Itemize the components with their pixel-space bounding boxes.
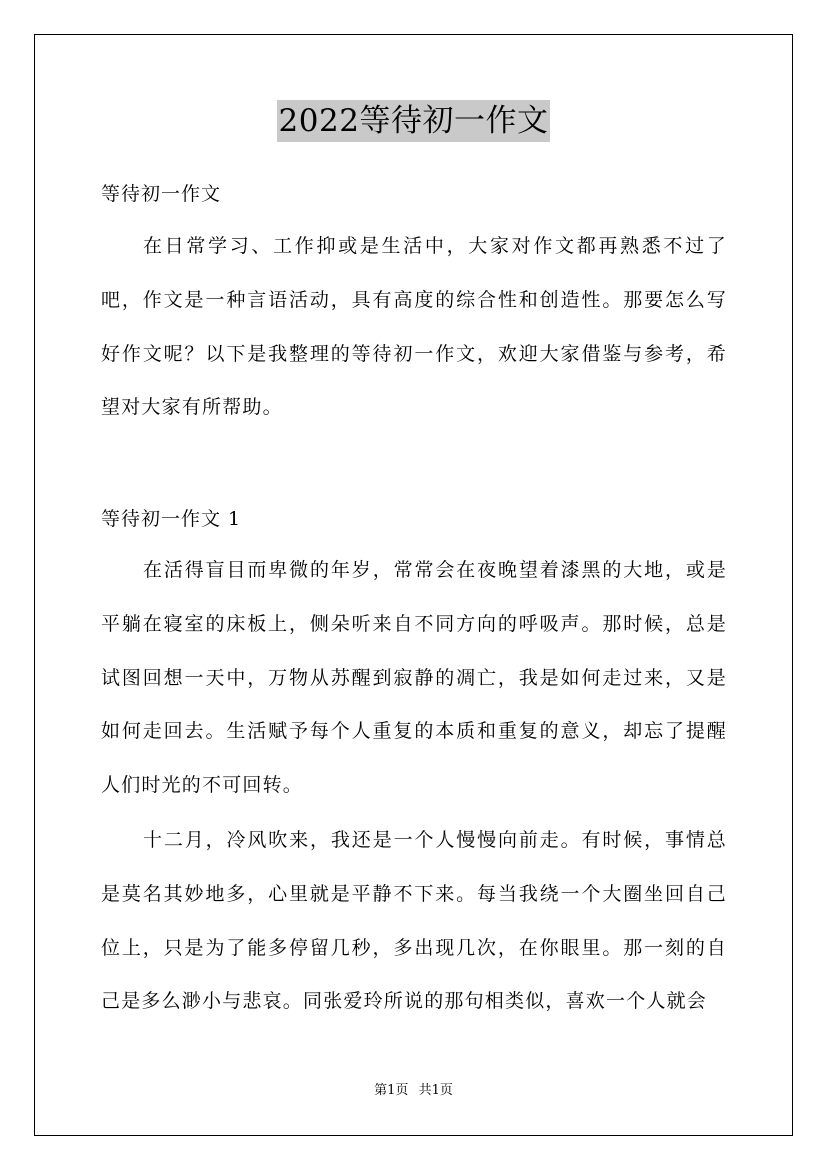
title-container [0,100,827,142]
page-total: 共1页 [418,1083,453,1098]
essay-paragraph-2: 十二月，冷风吹来，我还是一个人慢慢向前走。有时候，事情总是莫名其妙地多，心里就是平静不下来。每当我绕一个大圈坐回自己位上，只是为了能多停留几秒，多出现几次，在你眼里。那一刻的自己是多么渺小与悲哀。同张爱玲所说的那句相类似，喜欢一个人就会 [101,829,727,1013]
document-title: 2022等待初一作文 [277,100,551,142]
page-footer [0,1083,827,1099]
section-heading-intro: 等待初一作文 [101,183,222,205]
intro-paragraph: 在日常学习、工作抑或是生活中，大家对作文都再熟悉不过了吧，作文是一种言语活动，具有高度的综合性和创造性。那要怎么写好作文呢？以下是我整理的等待初一作文，欢迎大家借鉴与参考，希望对大家有所帮助。 [101,235,727,419]
page-number: 第1页 [374,1083,409,1098]
essay-paragraph-1: 在活得盲目而卑微的年岁，常常会在夜晚望着漆黑的大地，或是平躺在寝室的床板上，侧朵听来自不同方向的呼吸声。那时候，总是试图回想一天中，万物从苏醒到寂静的凋亡，我是如何走过来，又是如何走回去。生活赋予每个人重复的本质和重复的意义，却忘了提醒人们时光的不可回转。 [101,559,727,797]
section-heading-essay-1: 等待初一作文 1 [101,508,242,530]
